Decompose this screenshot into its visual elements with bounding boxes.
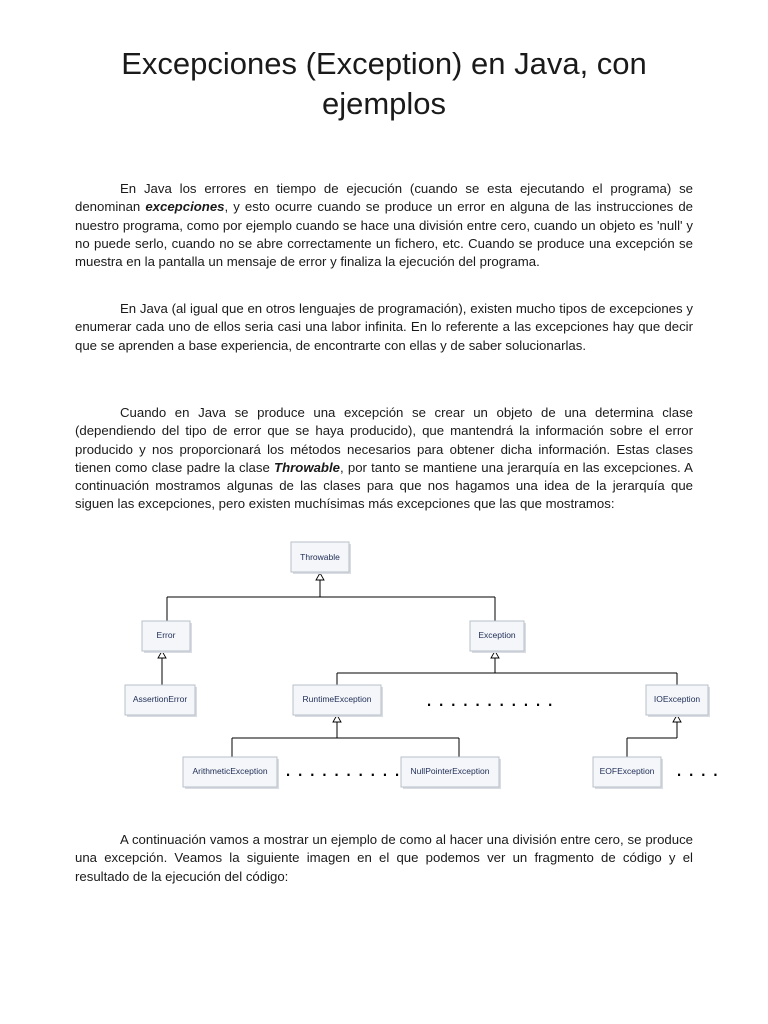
node-io-exception: [646, 685, 710, 717]
inheritance-arrows: [158, 573, 681, 722]
document-title: Excepciones (Exception) en Java, con ejemplos: [121, 46, 647, 121]
node-error: [142, 621, 192, 653]
node-eof-exception: [593, 757, 663, 789]
node-assertion-error: [125, 685, 197, 717]
exception-hierarchy-diagram: [0, 530, 768, 800]
node-exception: [470, 621, 526, 653]
node-runtime-exception: [293, 685, 383, 717]
paragraph-2: [75, 300, 693, 355]
paragraph-1-emphasis: excepciones: [145, 199, 225, 215]
connector-lines: [162, 580, 677, 759]
paragraph-3-text-b: , por tanto se mantiene una jerarquía en las excepciones. A continuación mostramos algunas de las clases para que nos hagamos una idea de la jerarquía que siguen las excepciones, pero existen muchísimas más excepciones que las que mostramos:: [75, 459, 693, 512]
node-io-exception-label: IOException: [653, 694, 701, 704]
paragraph-1-text-b: , y esto ocurre cuando se produce un error en alguna de las instrucciones de nuestro programa, como por ejemplo cuando se hace una división entre cero, cuando un objeto es 'null' y no puede serlo, cuando no se abre correctamente un fichero, etc. Cuando se produce una excepción se muestra en la pantalla un mensaje de error y finaliza la ejecución del programa.: [75, 199, 693, 270]
paragraph-4: [75, 831, 693, 886]
paragraph-1: [75, 180, 693, 271]
node-error-label: Error: [156, 630, 176, 640]
node-exception-label: Exception: [478, 630, 516, 640]
ellipsis-bottom-middle: ..........: [285, 756, 407, 781]
paragraph-3: [75, 404, 693, 514]
ellipsis-bottom-right: ....: [676, 756, 725, 781]
node-runtime-exception-label: RuntimeException: [302, 694, 372, 704]
paragraph-2-text: En Java (al igual que en otros lenguajes de programación), existen mucho tipos de excepciones y enumerar cada uno de ellos seria casi una labor infinita. En lo referente a las excepciones hay que decir que se aprenden a base experiencia, de encontrarte con ellas y de saber solucionarlas.: [75, 301, 693, 353]
node-null-pointer-exception-label: NullPointerException: [410, 766, 490, 776]
paragraph-3-text-a: Cuando en Java se produce una excepción se crear un objeto de una determina clase (dependiendo del tipo de error que se haya producido), que mantendrá la información sobre el error producido y nos proporcionará los métodos necesarios para obtener dicha información. Estas clases tienen como clase padre la clase: [75, 405, 693, 475]
paragraph-1-text-a: En Java los errores en tiempo de ejecución (cuando se esta ejecutando el programa) se denominan: [75, 181, 693, 215]
node-eof-exception-label: EOFException: [599, 766, 655, 776]
node-null-pointer-exception: [401, 757, 501, 789]
paragraph-3-emphasis: Throwable: [274, 459, 340, 475]
node-arithmetic-exception-label: ArithmeticException: [192, 766, 268, 776]
node-arithmetic-exception: [183, 757, 279, 789]
node-throwable: [291, 542, 351, 574]
ellipsis-middle: ...........: [426, 686, 560, 711]
node-assertion-error-label: AssertionError: [132, 694, 188, 704]
paragraph-4-text: A continuación vamos a mostrar un ejemplo de como al hacer una división entre cero, se produce una excepción. Veamos la siguiente imagen en el que podemos ver un fragmento de código y el resultado de la ejecución del código:: [75, 832, 693, 884]
node-throwable-label: Throwable: [300, 552, 340, 562]
